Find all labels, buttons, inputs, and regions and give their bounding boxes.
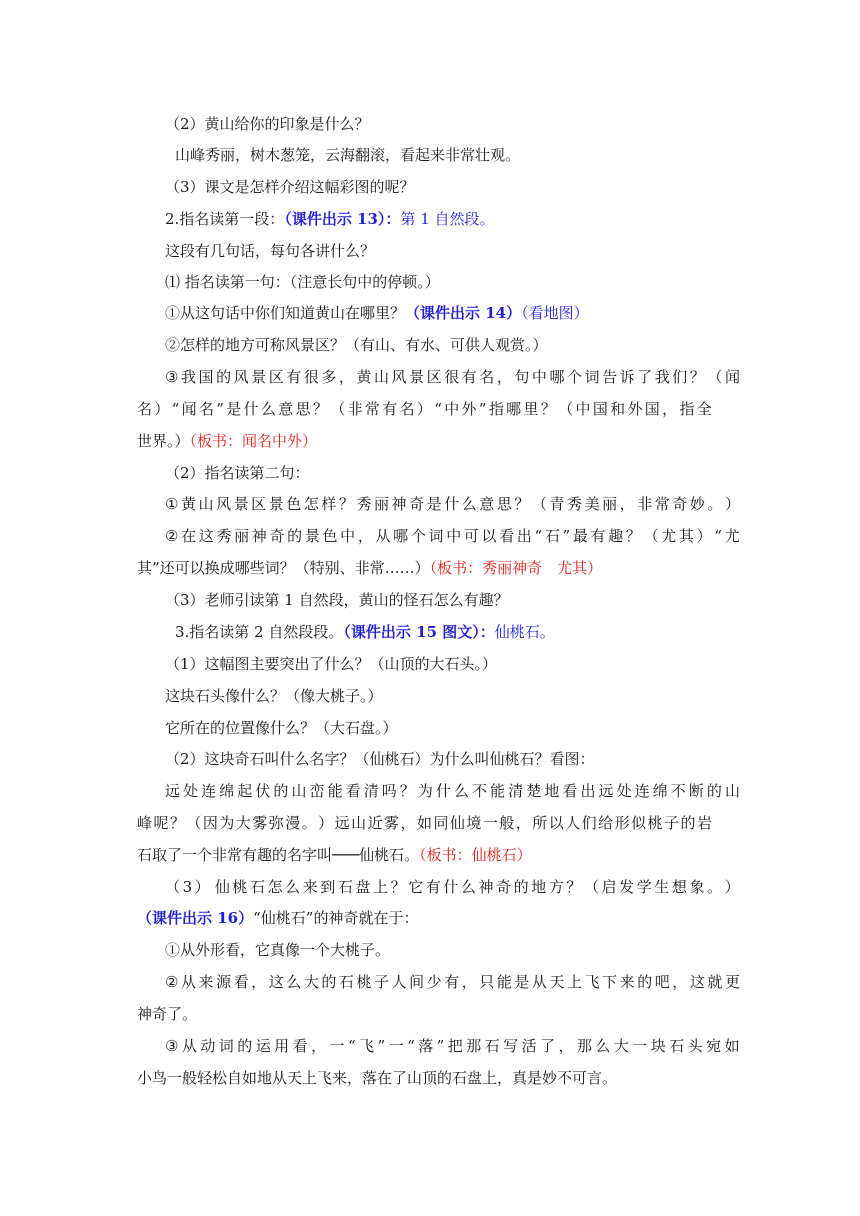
name-text: 石取了一个非常有趣的名字叫───仙桃石。 [137,846,420,864]
stone-like-question: 这块石头像什么？（像大桃子。） [165,687,383,705]
courseware-16-line [137,908,712,928]
where-question: ①从这句话中你们知道黄山在哪里？ [165,304,406,322]
step-2-heading [165,209,740,229]
courseware-14: （课件出示 14） [405,304,522,322]
scenic-area-question: ②怎样的地方可称风景区？（有山、有水、可供人观赏。） [165,336,548,354]
paragraph-1-note: 第 1 自然段。 [400,210,495,228]
famous-question-line-3 [137,431,712,451]
read-second-sentence: （2）指名读第二句： [165,464,310,482]
teacher-lead-reading: （3）老师引读第 1 自然段，黄山的怪石怎么有趣？ [165,591,509,609]
stone-question-line-1: ② 在 这 秀 丽 神 奇 的 景 色 中 ， 从 哪 个 词 中 可 以 看 出 “ 石 ” 最 有 趣 ？ （ 尤 其 ） “ 尤 [165,527,740,545]
mountain-question-line-3 [137,845,712,865]
famous-question-line-1: ③ 我 国 的 风 景 区 有 很 多 ， 黄 山 风 景 区 很 有 名 ， 句 中 哪 个 词 告 诉 了 我 们 ？ （ 闻 [165,368,740,386]
step-2-text: 2.指名读第一段： [165,210,285,228]
magic-lies-text: “仙桃石”的神奇就在于： [253,909,419,927]
appearance-point: ①从外形看，它真像一个大桃子。 [165,941,391,959]
courseware-13: （课件出示 13）： [284,210,401,228]
scenery-question: ① 黄 山 风 景 区 景 色 怎 样 ？ 秀 丽 神 奇 是 什 么 意 思 ？ （ 青 秀 美 丽 ， 非 常 奇 妙 。 ） [165,495,740,513]
read-first-sentence: ⑴ 指名读第一句：（注意长句中的停顿。） [165,273,440,291]
stone-question-line-2 [137,558,712,578]
stone-name-question: （2）这块奇石叫什么名字？（仙桃石）为什么叫仙桃石？看图： [165,750,595,768]
question-intro: （3）课文是怎样介绍这幅彩图的呢？ [165,178,415,196]
verb-point-line-1: ③ 从 动 词 的 运 用 看 ， 一 “ 飞 ” 一 “ 落 ” 把 那 石 写 活 了 ， 那 么 大 一 块 石 头 宛 如 [165,1037,740,1055]
sentence-count-question: 这段有几句话，每句各讲什么？ [165,242,376,260]
courseware-16: （课件出示 16） [137,909,254,927]
picture-focus-question: （1）这幅图主要突出了什么？（山顶的大石头。） [165,655,498,673]
board-note-scenery: （板书：秀丽神奇 尤其） [429,559,603,577]
mountain-question-line-2: 峰 呢 ？ （ 因 为 大 雾 弥 漫 。 ） 远 山 近 雾 ， 如 同 仙 境 一 般 ， 所 以 人 们 给 形 似 桃 子 的 岩 [137,814,712,832]
answer-impression: 山峰秀丽，树木葱笼，云海翻滚，看起来非常壮观。 [175,146,521,164]
famous-question-line-2: 名 ） “ 闻 名 ” 是 什 么 意 思 ？ （ 非 常 有 名 ） “ 中 外 ” 指 哪 里 ？ （ 中 国 和 外 国 ， 指 全 [137,400,712,418]
board-note-peach: （板书：仙桃石） [419,846,532,864]
peach-stone-note: 仙桃石。 [494,623,555,641]
synonym-text: 其”还可以换成哪些词？（特别、非常……） [137,559,430,577]
where-huangshan [165,303,740,323]
board-note-famous: （板书：闻名中外） [189,432,318,450]
courseware-15: （课件出示 15 图文）： [343,623,495,641]
origin-point-line-1: ② 从 来 源 看 ， 这 么 大 的 石 桃 子 人 间 少 有 ， 只 能 是 从 天 上 飞 下 来 的 吧 ， 这 就 更 [165,973,740,991]
step-3-text: 3.指名读第 2 自然段段。 [175,623,344,641]
question-impression: （2）黄山给你的印象是什么？ [165,115,370,133]
position-question: 它所在的位置像什么？（大石盘。） [165,719,398,737]
origin-point-line-2: 神奇了。 [137,1005,198,1023]
step-3-heading [175,622,750,642]
see-map-note: （看地图） [521,304,589,322]
verb-point-line-2: 小鸟一般轻松自如地从天上飞来，落在了山顶的石盘上，真是妙不可言。 [137,1069,618,1087]
world-text: 世界。） [137,432,190,450]
imagination-question: （ 3 ） 仙 桃 石 怎 么 来 到 石 盘 上 ？ 它 有 什 么 神 奇 的 地 方 ？ （ 启 发 学 生 想 象 。 ） [165,878,740,896]
mountain-question-line-1: 远 处 连 绵 起 伏 的 山 峦 能 看 清 吗 ？ 为 什 么 不 能 清 楚 地 看 出 远 处 连 绵 不 断 的 山 [165,782,740,800]
